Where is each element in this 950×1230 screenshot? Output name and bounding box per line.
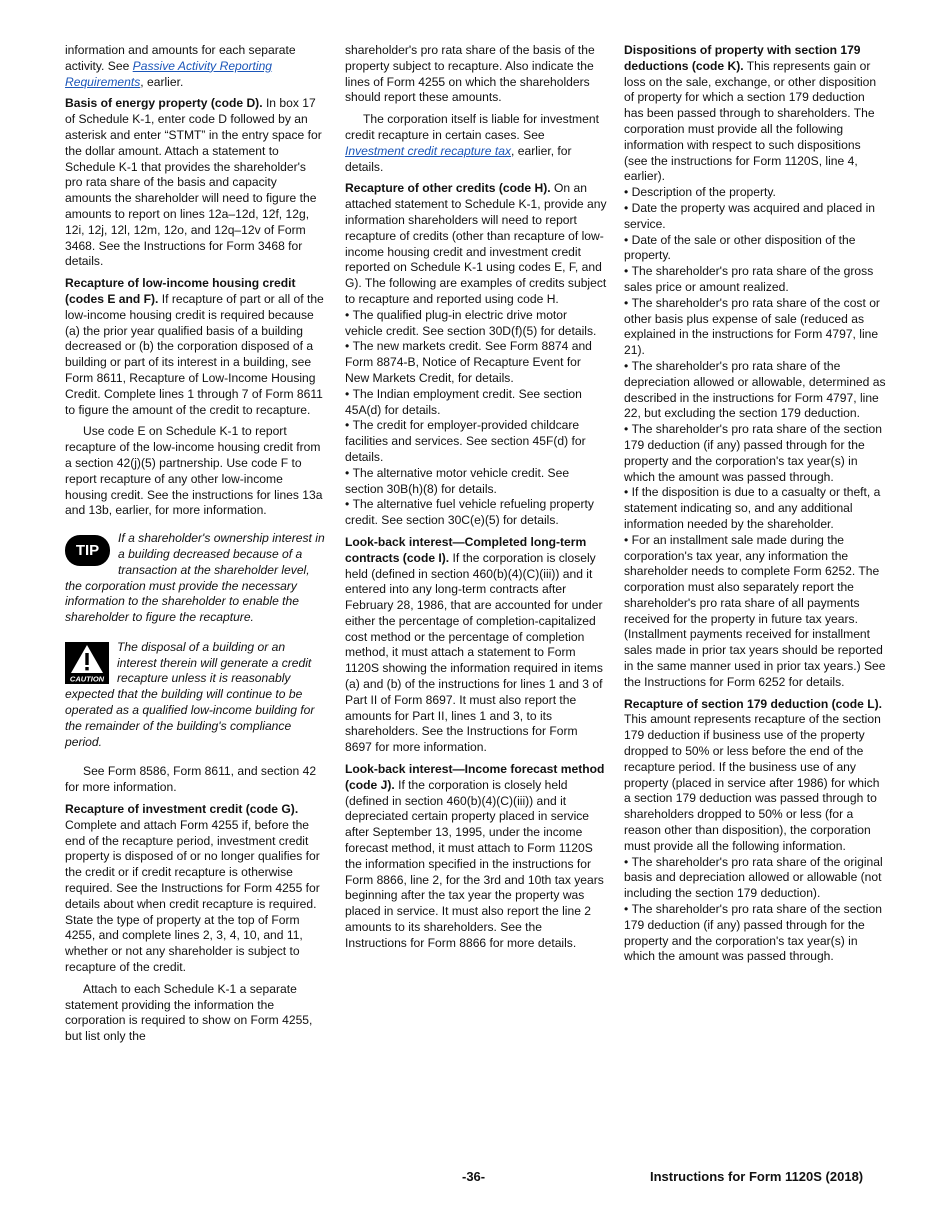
paragraph: information and amounts for each separate activity. See Passive Activity Reporting Requirements, earlier. — [65, 43, 296, 89]
paragraph: Attach to each Schedule K-1 a separate statement providing the information the corporation is required to show on Form 4255, but list only the — [65, 981, 313, 1044]
column-1 — [65, 43, 325, 1051]
paragraph: shareholder's pro rata share of the basis of the property subject to recapture. Also indicate the lines of Form 4255 on which the shareholders should report these amounts. — [345, 43, 595, 105]
section-heading: Recapture of low-income housing credit (codes E and F). — [65, 276, 296, 306]
list-item: • If the disposition is due to a casualty or theft, a statement indicating so, and any additional information needed by the shareholder. — [624, 485, 887, 532]
bullet-list — [345, 308, 607, 529]
paragraph: The corporation itself is liable for investment credit recapture in certain cases. See Investment credit recapture tax, earlier, for details. — [345, 112, 599, 174]
list-item: • Date the property was acquired and placed in service. — [624, 201, 887, 233]
caution-icon — [65, 642, 109, 684]
list-item: • The shareholder's pro rata share of the section 179 deduction (if any) passed through for the property and the corporation's tax year(s) in which the amount was passed through. — [624, 902, 887, 965]
caution-text: The disposal of a building or an interest therein will generate a credit recapture unless it is reasonably expected that the building will continue to be operated as a qualified low-income building for the remainder of the building's compliance period. — [65, 639, 315, 749]
section-heading: Dispositions of property with section 179 deductions (code K). — [624, 43, 861, 73]
section-heading: Recapture of section 179 deduction (code L). — [624, 696, 883, 711]
caution-label: CAUTION — [69, 674, 105, 684]
paragraph: Use code E on Schedule K-1 to report recapture of the low-income housing credit from a section 42(j)(5) partnership. Use code F to report recapture of any other low-income housing credit. See the instructions for lines 13a and 13b, earlier, for more information. — [65, 424, 323, 518]
list-item: • The shareholder's pro rata share of the section 179 deduction (if any) passed through for the property and the corporation's tax year(s) in which the amount was passed through. — [624, 422, 887, 485]
tip-text: If a shareholder's ownership interest in a building decreased because of a transaction at the shareholder level, the corporation must provide the necessary information to the shareholder to enable the shareholder to figure the recapture. — [65, 531, 325, 625]
list-item: • The alternative fuel vehicle refueling property credit. See section 30C(e)(5) for details. — [345, 497, 607, 529]
bullet-list — [624, 185, 887, 691]
caution-note — [65, 640, 325, 751]
section-heading: Look-back interest—Completed long-term contracts (code I). — [345, 534, 587, 565]
list-item: • The Indian employment credit. See section 45A(d) for details. — [345, 387, 607, 419]
bullet-list — [624, 855, 887, 966]
paragraph: Look-back interest—Income forecast method (code J). If the corporation is closely held (defined in section 460(b)(4)(C)(iii)) and it depreciated certain property placed in service after September 13, 1995, under the income forecast method, it must attach to Form 1120S the information specified in the instructions for Form 8866, line 2, for the 3rd and 10th tax years beginning after the tax year the property was placed in service. It must also report the line 2 amounts to its shareholders. See the Instructions for Form 8866 for more details. — [345, 762, 605, 950]
list-item: • The shareholder's pro rata share of the original basis and depreciation allowed or allowable (not including the section 179 deduction). — [624, 855, 887, 902]
tip-note — [65, 531, 325, 626]
paragraph: Look-back interest—Completed long-term contracts (code I). If the corporation is closely held (defined in section 460(b)(4)(C)(iii)) and it entered into any long-term contracts after February 28, 1986, that are accounted for under either the percentage of completion-capitalized cost method or the percentage of completion method, it must attach a statement to Form 1120S showing the information required in items (a) and (b) of the instructions for lines 1 and 3 of Part II of Form 8697. It must also report the amounts for Part II, lines 1 and 3, to its shareholders. See the Instructions for Form 8697 for more information. — [345, 534, 603, 755]
list-item: • For an installment sale made during the corporation's tax year, any information the shareholder needs to complete Form 6252. The corporation must also separately report the shareholder's pro rata share of all payments received for the property in future tax years. (Installment payments received for installment sales made in prior tax years should be reported in the same manner used in prior tax years.) See the Instructions for Form 6252 for details. — [624, 533, 887, 691]
list-item: • The shareholder's pro rata share of the depreciation allowed or allowable, determined as described in the instructions for Form 4797, line 22, but excluding the section 179 deduction. — [624, 359, 887, 422]
list-item: • Description of the property. — [624, 185, 887, 201]
page-number: -36- — [462, 1169, 486, 1184]
paragraph: Recapture of section 179 deduction (code L). This amount represents recapture of the section 179 deduction if business use of the property dropped to 50% or less before the end of the recapture period. If the business use of any property (placed in service after 1986) for which a section 179 deduction was passed through to shareholders dropped to 50% or less (for a reason other than disposition), the corporation must provide all the following information. — [624, 696, 883, 853]
document-title: Instructions for Form 1120S (2018) — [650, 1169, 864, 1184]
list-item: • The shareholder's pro rata share of the gross sales price or amount realized. — [624, 264, 887, 296]
paragraph: Basis of energy property (code D). In box 17 of Schedule K-1, enter code D followed by an asterisk and enter “STMT” in the entry space for the dollar amount. Attach a statement to Schedule K-1 that provides the shareholder's pro rata share of the basis and capacity amounts the shareholder will need to figure the amounts to report on lines 12a–12d, 12f, 12g, 12i, 12j, 12l, 12m, 12o, and 12q–12v of Form 3468. See the Instructions for Form 3468 for details. — [65, 96, 322, 269]
section-heading: Recapture of other credits (code H). — [345, 181, 551, 196]
tip-icon: TIP — [65, 535, 110, 566]
section-heading: Look-back interest—Income forecast method (code J). — [345, 762, 605, 792]
section-heading: Recapture of investment credit (code G). — [65, 802, 299, 817]
section-heading: Basis of energy property (code D). — [65, 96, 263, 111]
list-item: • The qualified plug-in electric drive motor vehicle credit. See section 30D(f)(5) for details. — [345, 308, 607, 340]
column-3 — [624, 43, 887, 965]
paragraph: Recapture of low-income housing credit (codes E and F). If recapture of part or all of the low-income housing credit is required because (a) the prior year qualified basis of a building decreased or (b) the corporation disposed of a building or part of its interest in a building, see Form 8611, Recapture of Low-Income Housing Credit. Complete lines 1 through 7 of Form 8611 to figure the amount of the credit to recapture. — [65, 276, 324, 417]
passive-activity-link[interactable]: Passive Activity Reporting Requirements — [65, 58, 273, 89]
investment-credit-recapture-link[interactable]: Investment credit recapture tax — [345, 143, 512, 158]
list-item: • The alternative motor vehicle credit. See section 30B(h)(8) for details. — [345, 466, 607, 498]
list-item: • The new markets credit. See Form 8874 and Form 8874-B, Notice of Recapture Event for New Markets Credit, for details. — [345, 339, 607, 386]
paragraph: See Form 8586, Form 8611, and section 42 for more information. — [65, 764, 317, 795]
list-item: • The credit for employer-provided childcare facilities and services. See section 45F(d) for details. — [345, 418, 607, 465]
paragraph: Recapture of other credits (code H). On an attached statement to Schedule K-1, provide any information shareholders will need to report recapture of credits (other than recapture of low-income housing credit and investment credit reported on Schedule K-1 using codes E, F, and G). The following are examples of credits subject to recapture and reported using code H. — [345, 181, 607, 306]
paragraph: Dispositions of property with section 179 deductions (code K). This represents gain or loss on the sale, exchange, or other disposition of property for which a section 179 deduction has been passed through to shareholders. The corporation must provide all the following information with respect to such dispositions (see the instructions for Form 1120S, line 4, earlier). — [624, 43, 877, 184]
column-2 — [345, 43, 607, 958]
list-item: • Date of the sale or other disposition of the property. — [624, 233, 887, 265]
list-item: • The shareholder's pro rata share of the cost or other basis plus expense of sale (reduced as explained in the instructions for Form 4797, line 21). — [624, 296, 887, 359]
paragraph: Recapture of investment credit (code G). Complete and attach Form 4255 if, before the end of the recapture period, investment credit property is disposed of or no longer qualifies for the credit or if credit recapture is otherwise required. See the Instructions for Form 4255 for details about when credit recapture is required. State the type of property at the top of Form 4255, and complete lines 2, 3, 4, 10, and 11, whether or not any shareholder is subject to recapture of the credit. — [65, 802, 320, 975]
